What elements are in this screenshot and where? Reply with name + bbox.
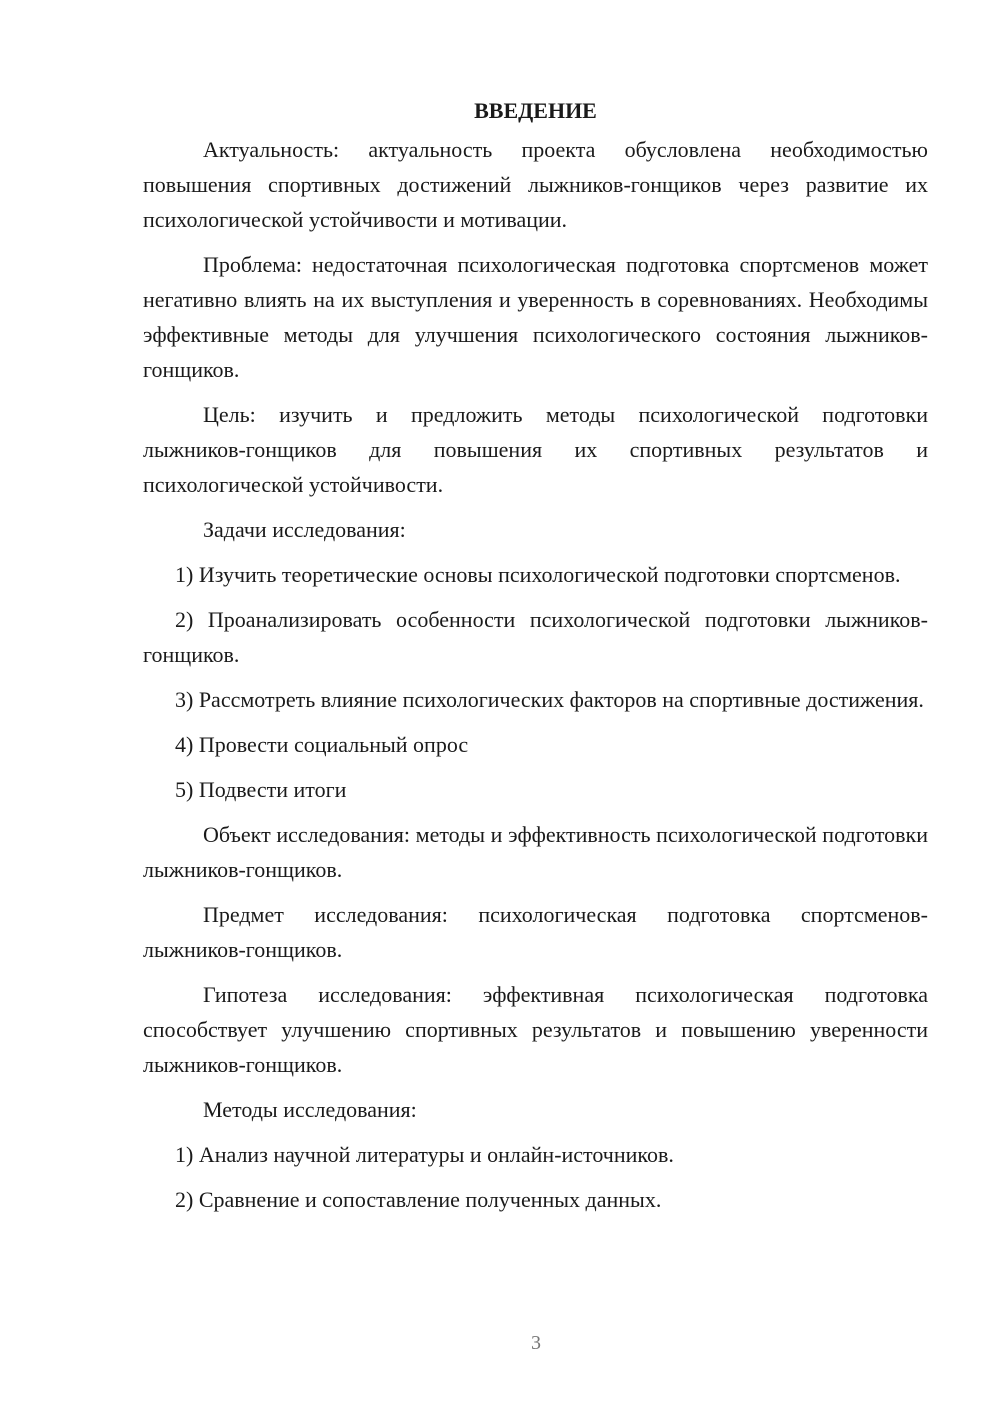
page-title: ВВЕДЕНИЕ xyxy=(474,98,597,123)
task-item-2: 2) Проанализировать особенности психологической подготовки лыжников-гонщиков. xyxy=(143,607,928,667)
goal-paragraph: Цель: изучить и предложить методы психологической подготовки лыжников-гонщиков для повышения их спортивных результатов и психологической устойчивости. xyxy=(143,402,928,497)
task-item-1: 1) Изучить теоретические основы психологической подготовки спортсменов. xyxy=(175,562,901,587)
hypothesis-paragraph: Гипотеза исследования: эффективная психологическая подготовка способствует улучшению спортивных результатов и повышению уверенности лыжников-гонщиков. xyxy=(143,982,928,1077)
subject-paragraph: Предмет исследования: психологическая подготовка спортсменов-лыжников-гонщиков. xyxy=(143,902,928,962)
method-item-1: 1) Анализ научной литературы и онлайн-источников. xyxy=(175,1142,674,1167)
tasks-heading: Задачи исследования: xyxy=(203,517,406,542)
methods-heading: Методы исследования: xyxy=(203,1097,417,1122)
object-paragraph: Объект исследования: методы и эффективность психологической подготовки лыжников-гонщиков. xyxy=(143,822,928,882)
page-number: 3 xyxy=(531,1332,541,1354)
task-item-5: 5) Подвести итоги xyxy=(175,777,347,802)
method-item-2: 2) Сравнение и сопоставление полученных данных. xyxy=(175,1187,662,1212)
task-item-4: 4) Провести социальный опрос xyxy=(175,732,469,757)
problem-paragraph: Проблема: недостаточная психологическая подготовка спортсменов может негативно влиять на их выступления и уверенность в соревнованиях. Необходимы эффективные методы для улучшения психологического состояния лыжников-гонщиков. xyxy=(143,252,928,382)
task-item-3: 3) Рассмотреть влияние психологических факторов на спортивные достижения. xyxy=(175,687,924,712)
relevance-paragraph: Актуальность: актуальность проекта обусловлена необходимостью повышения спортивных достижений лыжников-гонщиков через развитие их психологической устойчивости и мотивации. xyxy=(143,137,928,232)
page-content xyxy=(143,94,928,1227)
